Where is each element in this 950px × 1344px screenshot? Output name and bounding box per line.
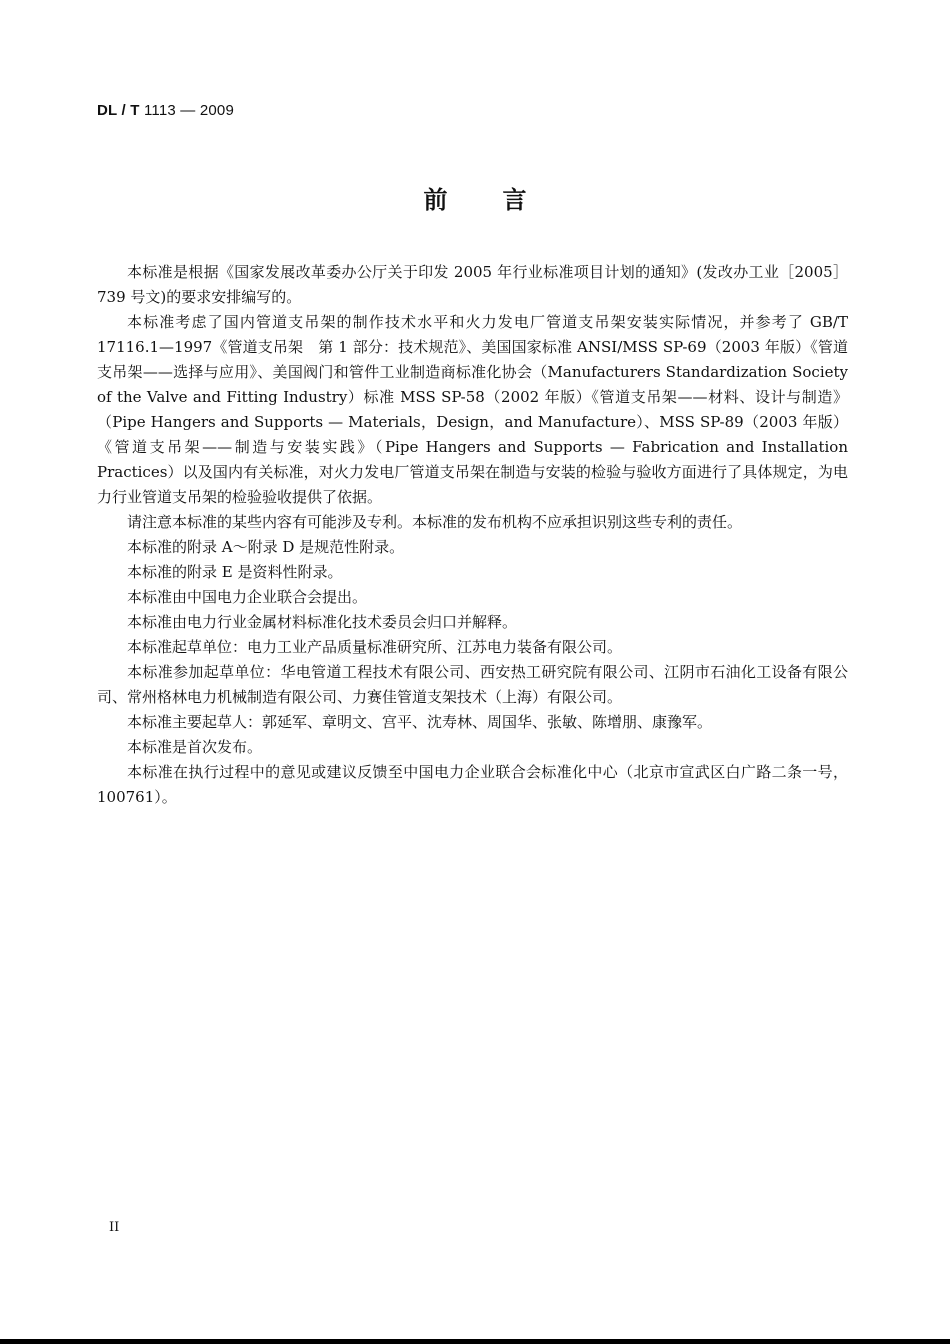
paragraph-main-drafters: 本标准主要起草人：郭延军、章明文、宫平、沈寿林、周国华、张敏、陈增朋、康豫军。	[127, 713, 713, 731]
paragraph-references: 本标准考虑了国内管道支吊架的制作技术水平和火力发电厂管道支吊架安装实际情况，并参考了 GB/T 17116.1—1997《管道支吊架 第 1 部分：技术规范》、美国国家标准 ANSI/MSS SP-69（2003 年版）《管道支吊架——选择与应用》、美国阀门和管件工业制造商标准化协会（Manufacturers Standardization Society of the Valve and Fitting Industry）标准 MSS SP-58（2002 年版）《管道支吊架——材料、设计与制造》（Pipe Hangers and Supports — Materials，Design，and Manufacture）、MSS SP-89（2003 年版）《管道支吊架——制造与安装实践》（Pipe Hangers and Supports — Fabrication and Installation Practices）以及国内有关标准，对火力发电厂管道支吊架在制造与安装的检验与验收方面进行了具体规定，为电力行业管道支吊架的检验验收提供了依据。	[97, 313, 848, 506]
paragraph-feedback: 本标准在执行过程中的意见或建议反馈至中国电力企业联合会标准化中心（北京市宣武区白广路二条一号，100761）。	[97, 763, 848, 806]
paragraph-patent-notice: 请注意本标准的某些内容有可能涉及专利。本标准的发布机构不应承担识别这些专利的责任。	[127, 513, 743, 531]
title-char-1: 前	[423, 186, 448, 214]
standard-number: 1113 — 2009	[139, 102, 235, 119]
paragraph-normative-annexes: 本标准的附录 A～附录 D 是规范性附录。	[127, 538, 405, 556]
standard-prefix: DL / T	[97, 102, 140, 119]
bottom-border	[0, 1339, 950, 1344]
standard-code-header	[97, 102, 234, 119]
page-title	[0, 180, 950, 215]
paragraph-informative-annex: 本标准的附录 E 是资料性附录。	[127, 563, 343, 581]
foreword-body	[97, 260, 848, 810]
paragraph-plan-basis: 本标准是根据《国家发展改革委办公厅关于印发 2005 年行业标准项目计划的通知》(发改办工业［2005］739 号文)的要求安排编写的。	[97, 263, 848, 306]
paragraph-drafting-units: 本标准起草单位：电力工业产品质量标准研究所、江苏电力装备有限公司。	[127, 638, 623, 656]
title-char-2: 言	[502, 186, 527, 214]
page-number: II	[109, 1220, 120, 1235]
paragraph-participating-units: 本标准参加起草单位：华电管道工程技术有限公司、西安热工研究院有限公司、江阴市石油化工设备有限公司、常州格林电力机械制造有限公司、力赛佳管道支架技术（上海）有限公司。	[97, 663, 848, 706]
paragraph-first-release: 本标准是首次发布。	[127, 738, 263, 756]
paragraph-administrator: 本标准由电力行业金属材料标准化技术委员会归口并解释。	[127, 613, 518, 631]
paragraph-proposer: 本标准由中国电力企业联合会提出。	[127, 588, 368, 606]
